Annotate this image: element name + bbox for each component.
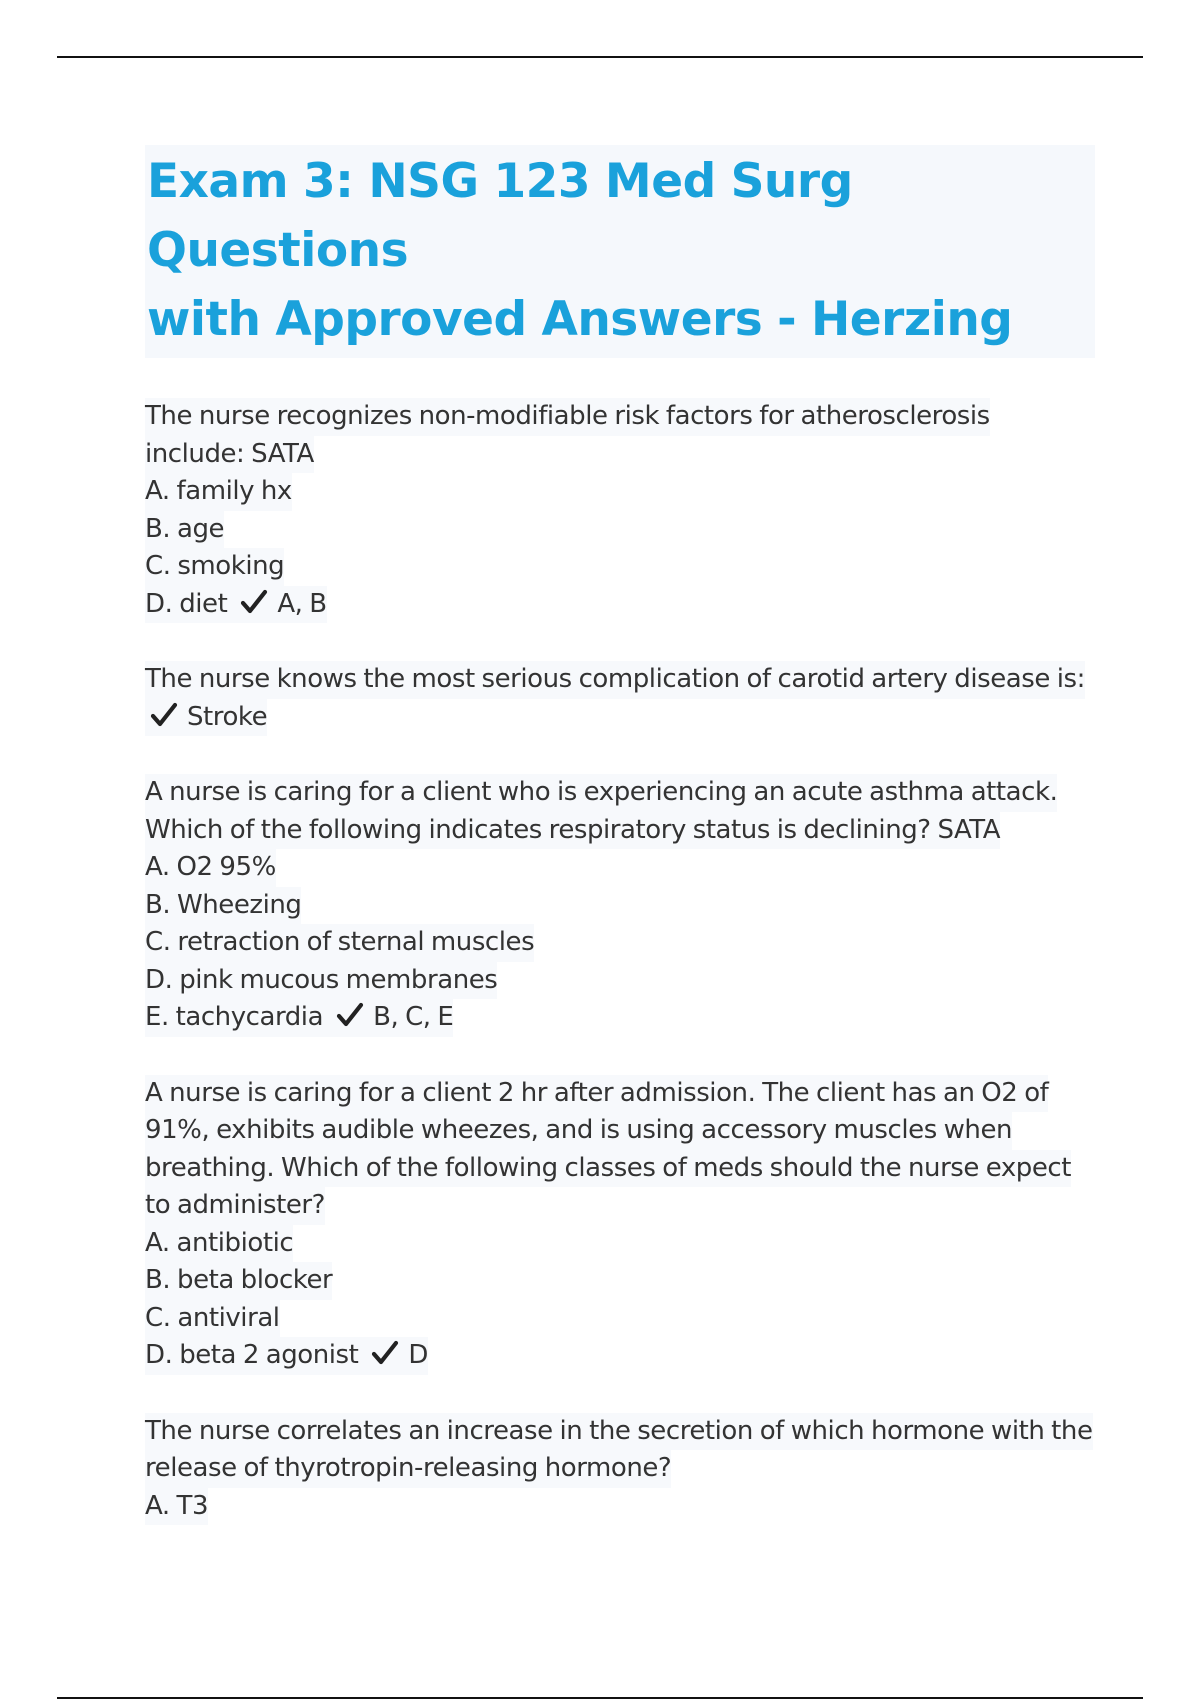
question-text-line: include: SATA: [145, 436, 314, 474]
answer-option: D. beta 2 agonist: [145, 1340, 359, 1370]
bottom-rule: [57, 1697, 1143, 1699]
question-text-line: The nurse recognizes non-modifiable risk factors for atherosclerosis: [145, 398, 990, 436]
answer-option: C. antiviral: [145, 1300, 280, 1338]
answer-option: A. T3: [145, 1488, 208, 1526]
title-line-2: with Approved Answers - Herzing: [147, 292, 1013, 347]
question-text-line: The nurse correlates an increase in the secretion of which hormone with the: [145, 1413, 1093, 1451]
correct-answer: A, B: [277, 588, 327, 619]
question-text-line: A nurse is caring for a client who is experiencing an acute asthma attack.: [145, 774, 1057, 812]
answer-line: [145, 1337, 428, 1375]
question-text-line: A nurse is caring for a client 2 hr after admission. The client has an O2 of: [145, 1075, 1048, 1113]
correct-answer: D: [408, 1340, 428, 1370]
answer-line: [145, 699, 267, 737]
document-body: [145, 145, 1095, 1525]
checkmark-icon: [335, 1000, 365, 1030]
answer-option: E. tachycardia: [145, 1002, 324, 1032]
answer-option: D. pink mucous membranes: [145, 962, 497, 1000]
answer-option: A. O2 95%: [145, 849, 276, 887]
correct-answer: Stroke: [187, 701, 268, 732]
question-text-line: breathing. Which of the following classes of meds should the nurse expect: [145, 1150, 1071, 1188]
answer-option: C. smoking: [145, 548, 284, 586]
answer-line: [145, 586, 327, 624]
document-title: [145, 145, 1095, 358]
answer-option: A. family hx: [145, 473, 292, 511]
question-4: [145, 1075, 1095, 1375]
question-text-line: Which of the following indicates respiratory status is declining? SATA: [145, 812, 1000, 850]
answer-option: B. age: [145, 511, 224, 549]
top-rule: [57, 56, 1143, 58]
answer-option: A. antibiotic: [145, 1225, 293, 1263]
correct-answer: B, C, E: [373, 1002, 454, 1032]
question-text-line: to administer?: [145, 1187, 325, 1225]
answer-option: B. Wheezing: [145, 887, 301, 925]
checkmark-icon: [239, 587, 269, 617]
question-text-line: The nurse knows the most serious complication of carotid artery disease is:: [145, 661, 1085, 699]
question-2: [145, 661, 1095, 736]
checkmark-icon: [370, 1338, 400, 1368]
question-5: [145, 1413, 1095, 1526]
answer-option: D. diet: [145, 588, 228, 619]
answer-option: B. beta blocker: [145, 1262, 332, 1300]
question-3: [145, 774, 1095, 1037]
question-text-line: release of thyrotropin-releasing hormone?: [145, 1450, 671, 1488]
title-line-1: Exam 3: NSG 123 Med Surg Questions: [147, 154, 853, 278]
checkmark-icon: [149, 700, 179, 730]
answer-option: C. retraction of sternal muscles: [145, 924, 534, 962]
question-text-line: 91%, exhibits audible wheezes, and is using accessory muscles when: [145, 1112, 1012, 1150]
question-1: [145, 398, 1095, 623]
answer-line: [145, 999, 453, 1037]
